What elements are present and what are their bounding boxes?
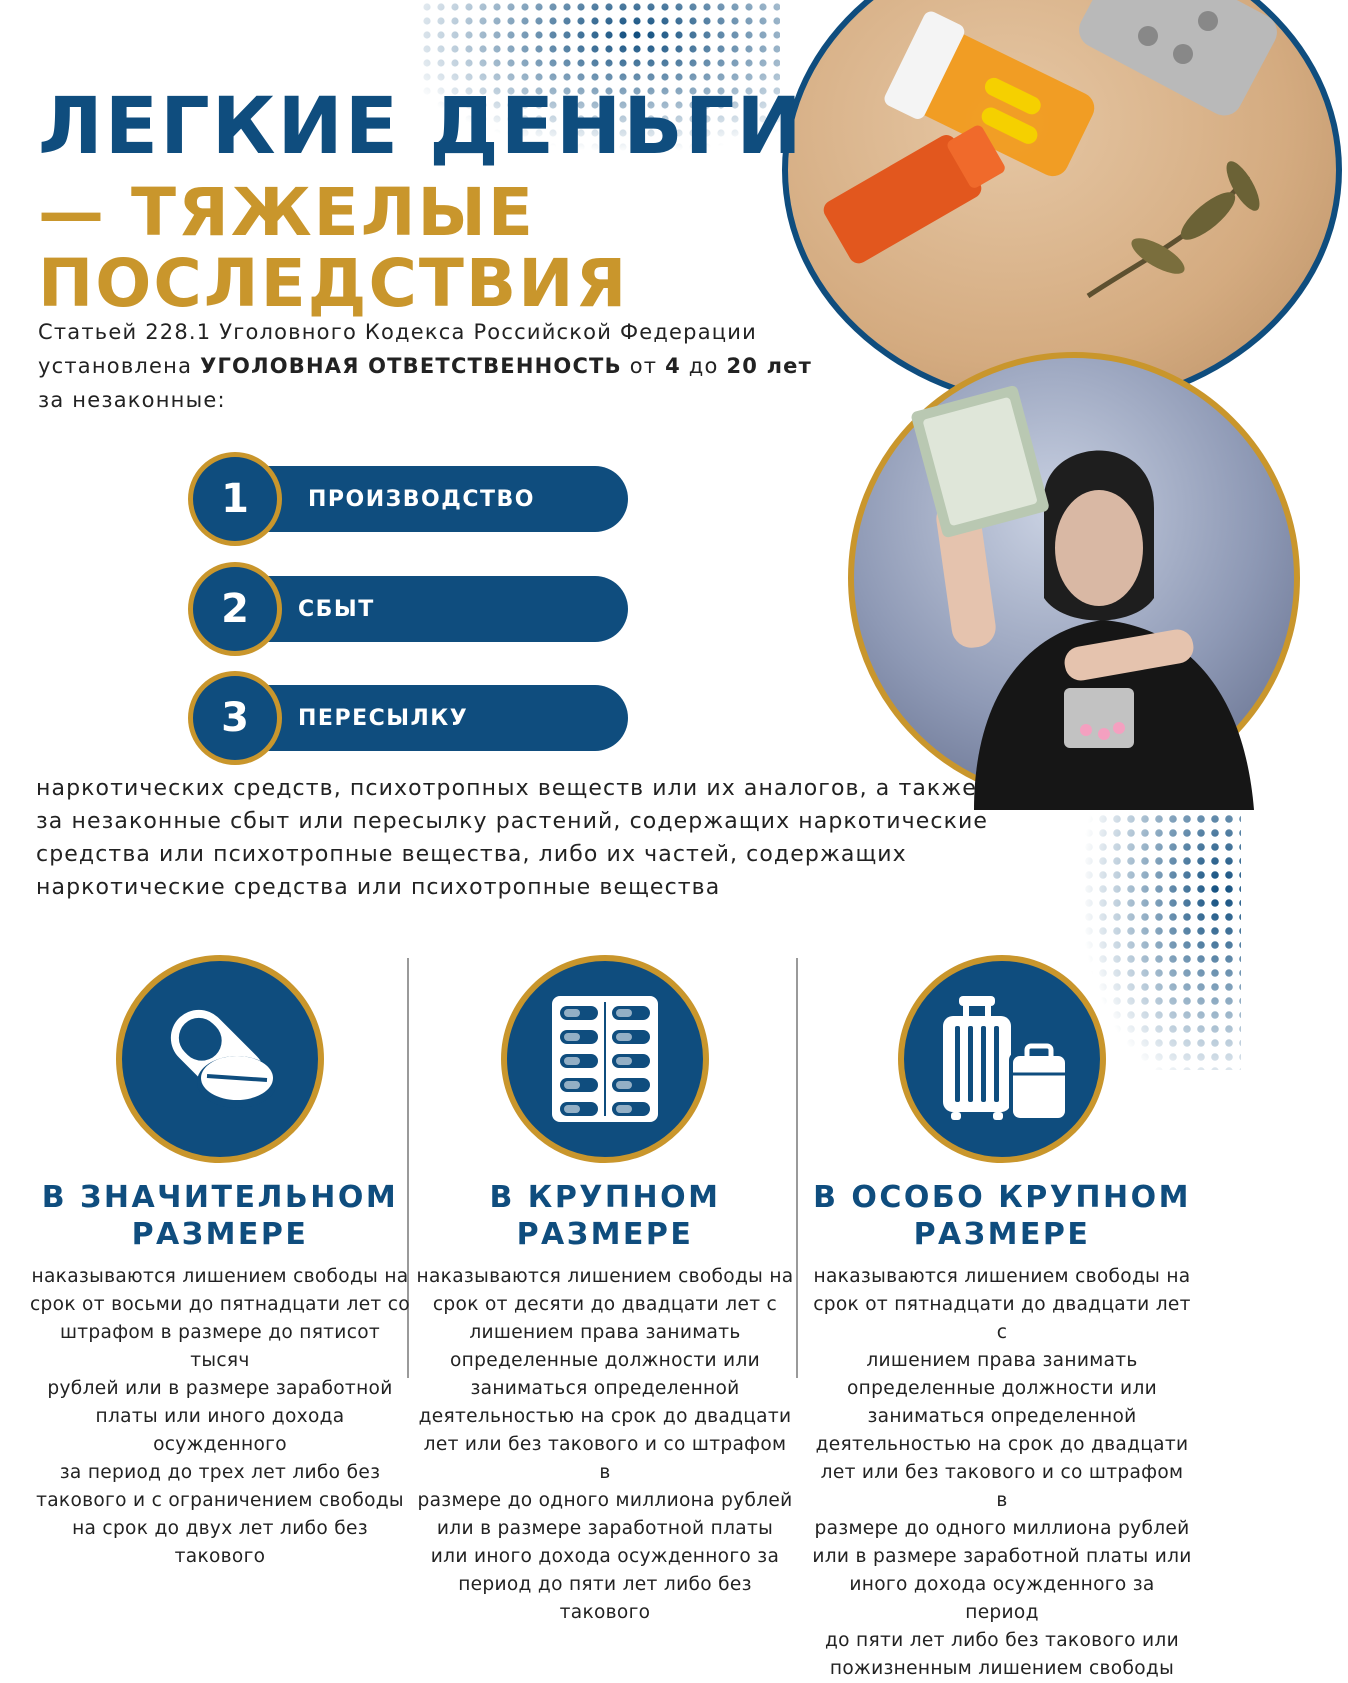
description-line: наркотические средства или психотропные вещества	[36, 875, 721, 900]
column-extra-large	[812, 955, 1192, 1683]
text-line: лет или без такового и со штрафом в	[423, 1434, 787, 1483]
step-bar	[228, 576, 628, 642]
column-significant	[30, 955, 410, 1571]
intro-line-1: Статьей 228.1 Уголовного Кодекса Российской Федерации	[38, 320, 757, 344]
luggage-icon	[937, 994, 1067, 1124]
heading-line-2: РАЗМЕРЕ	[516, 1217, 694, 1252]
text-line: срок от пятнадцати до двадцати лет с	[813, 1294, 1191, 1343]
column-heading	[30, 1179, 410, 1253]
text-line: или в размере заработной платы	[436, 1518, 774, 1539]
subtitle-line-1: — ТЯЖЕЛЫЕ	[38, 174, 535, 251]
text-line: размере до одного миллиона рублей	[417, 1490, 793, 1511]
icon-badge	[116, 955, 324, 1163]
intro-prefix: установлена	[38, 354, 193, 378]
heading-line-1: В ЗНАЧИТЕЛЬНОМ	[41, 1180, 399, 1215]
description-paragraph	[36, 772, 996, 904]
step-label: ПЕРЕСЫЛКУ	[298, 705, 469, 731]
arrest-photo	[848, 352, 1300, 804]
text-line: определенные должности или	[846, 1378, 1158, 1399]
icon-badge	[501, 955, 709, 1163]
heading-line-1: В КРУПНОМ	[489, 1180, 721, 1215]
pills-icon	[155, 994, 285, 1124]
column-text	[415, 1263, 795, 1627]
pills-photo	[782, 0, 1342, 410]
heading-line-1: В ОСОБО КРУПНОМ	[813, 1180, 1191, 1215]
text-line: наказываются лишением свободы на	[416, 1266, 794, 1287]
blister-pack-icon	[550, 994, 660, 1124]
intro-min-years: 4	[665, 354, 681, 378]
text-line: лишением права занимать	[469, 1322, 741, 1343]
step-shipping	[188, 671, 648, 765]
column-text	[30, 1263, 410, 1571]
step-label: СБЫТ	[298, 596, 375, 622]
column-divider	[796, 958, 798, 1378]
text-line: до пяти лет либо без такового или	[825, 1630, 1179, 1651]
intro-line-3: за незаконные:	[38, 388, 226, 412]
step-number: 1	[188, 452, 282, 546]
column-heading	[415, 1179, 795, 1253]
text-line: платы или иного дохода осужденного	[95, 1406, 345, 1455]
text-line: срок от десяти до двадцати лет с	[432, 1294, 778, 1315]
text-line: рублей или в размере заработной	[47, 1378, 393, 1399]
column-text	[812, 1263, 1192, 1683]
step-number: 3	[188, 671, 282, 765]
text-line: заниматься определенной	[470, 1378, 740, 1399]
page-subtitle	[38, 174, 629, 322]
text-line: такового	[559, 1602, 651, 1623]
text-line: деятельностью на срок до двадцати	[815, 1434, 1189, 1455]
text-line: на срок до двух лет либо без такового	[72, 1518, 368, 1567]
heading-line-2: РАЗМЕРЕ	[131, 1217, 309, 1252]
text-line: или в размере заработной платы или	[812, 1546, 1192, 1567]
intro-max-years: 20 лет	[726, 354, 812, 378]
text-line: иного дохода осужденного за период	[849, 1574, 1155, 1623]
text-line: лишением права занимать	[866, 1350, 1138, 1371]
text-line: штрафом в размере до пятисот тысяч	[59, 1322, 381, 1371]
subtitle-line-2: ПОСЛЕДСТВИЯ	[38, 244, 629, 322]
step-number: 2	[188, 562, 282, 656]
column-large	[415, 955, 795, 1627]
intro-liability: УГОЛОВНАЯ ОТВЕТСТВЕННОСТЬ	[200, 354, 622, 378]
intro-from: от	[629, 354, 658, 378]
step-production	[188, 452, 648, 546]
step-label: ПРОИЗВОДСТВО	[308, 486, 535, 512]
text-line: лет или без такового и со штрафом в	[820, 1462, 1184, 1511]
heading-line-2: РАЗМЕРЕ	[913, 1217, 1091, 1252]
text-line: такового и с ограничением свободы	[36, 1490, 404, 1511]
text-line: размере до одного миллиона рублей	[814, 1518, 1190, 1539]
text-line: деятельностью на срок до двадцати	[418, 1406, 792, 1427]
text-line: или иного дохода осужденного за	[430, 1546, 780, 1567]
description-line: за незаконные сбыт или пересылку растений, содержащих наркотические	[36, 809, 989, 834]
text-line: пожизненным лишением свободы	[829, 1658, 1175, 1679]
text-line: наказываются лишением свободы на	[813, 1266, 1191, 1287]
text-line: за период до трех лет либо без	[59, 1462, 381, 1483]
intro-paragraph	[38, 315, 828, 417]
intro-line-2	[38, 349, 828, 383]
page-title: ЛЕГКИЕ ДЕНЬГИ	[38, 82, 804, 172]
icon-badge	[898, 955, 1106, 1163]
intro-to: до	[688, 354, 719, 378]
text-line: заниматься определенной	[867, 1406, 1137, 1427]
description-line: наркотических средств, психотропных веществ или их аналогов, а также	[36, 776, 977, 801]
column-heading	[812, 1179, 1192, 1253]
description-line: средства или психотропные вещества, либо их частей, содержащих	[36, 842, 907, 867]
text-line: определенные должности или	[449, 1350, 761, 1371]
person-illustration	[854, 358, 1306, 810]
text-line: период до пяти лет либо без	[458, 1574, 752, 1595]
text-line: наказываются лишением свободы на	[31, 1266, 409, 1287]
step-sale	[188, 562, 648, 656]
text-line: срок от восьми до пятнадцати лет со	[30, 1294, 410, 1315]
